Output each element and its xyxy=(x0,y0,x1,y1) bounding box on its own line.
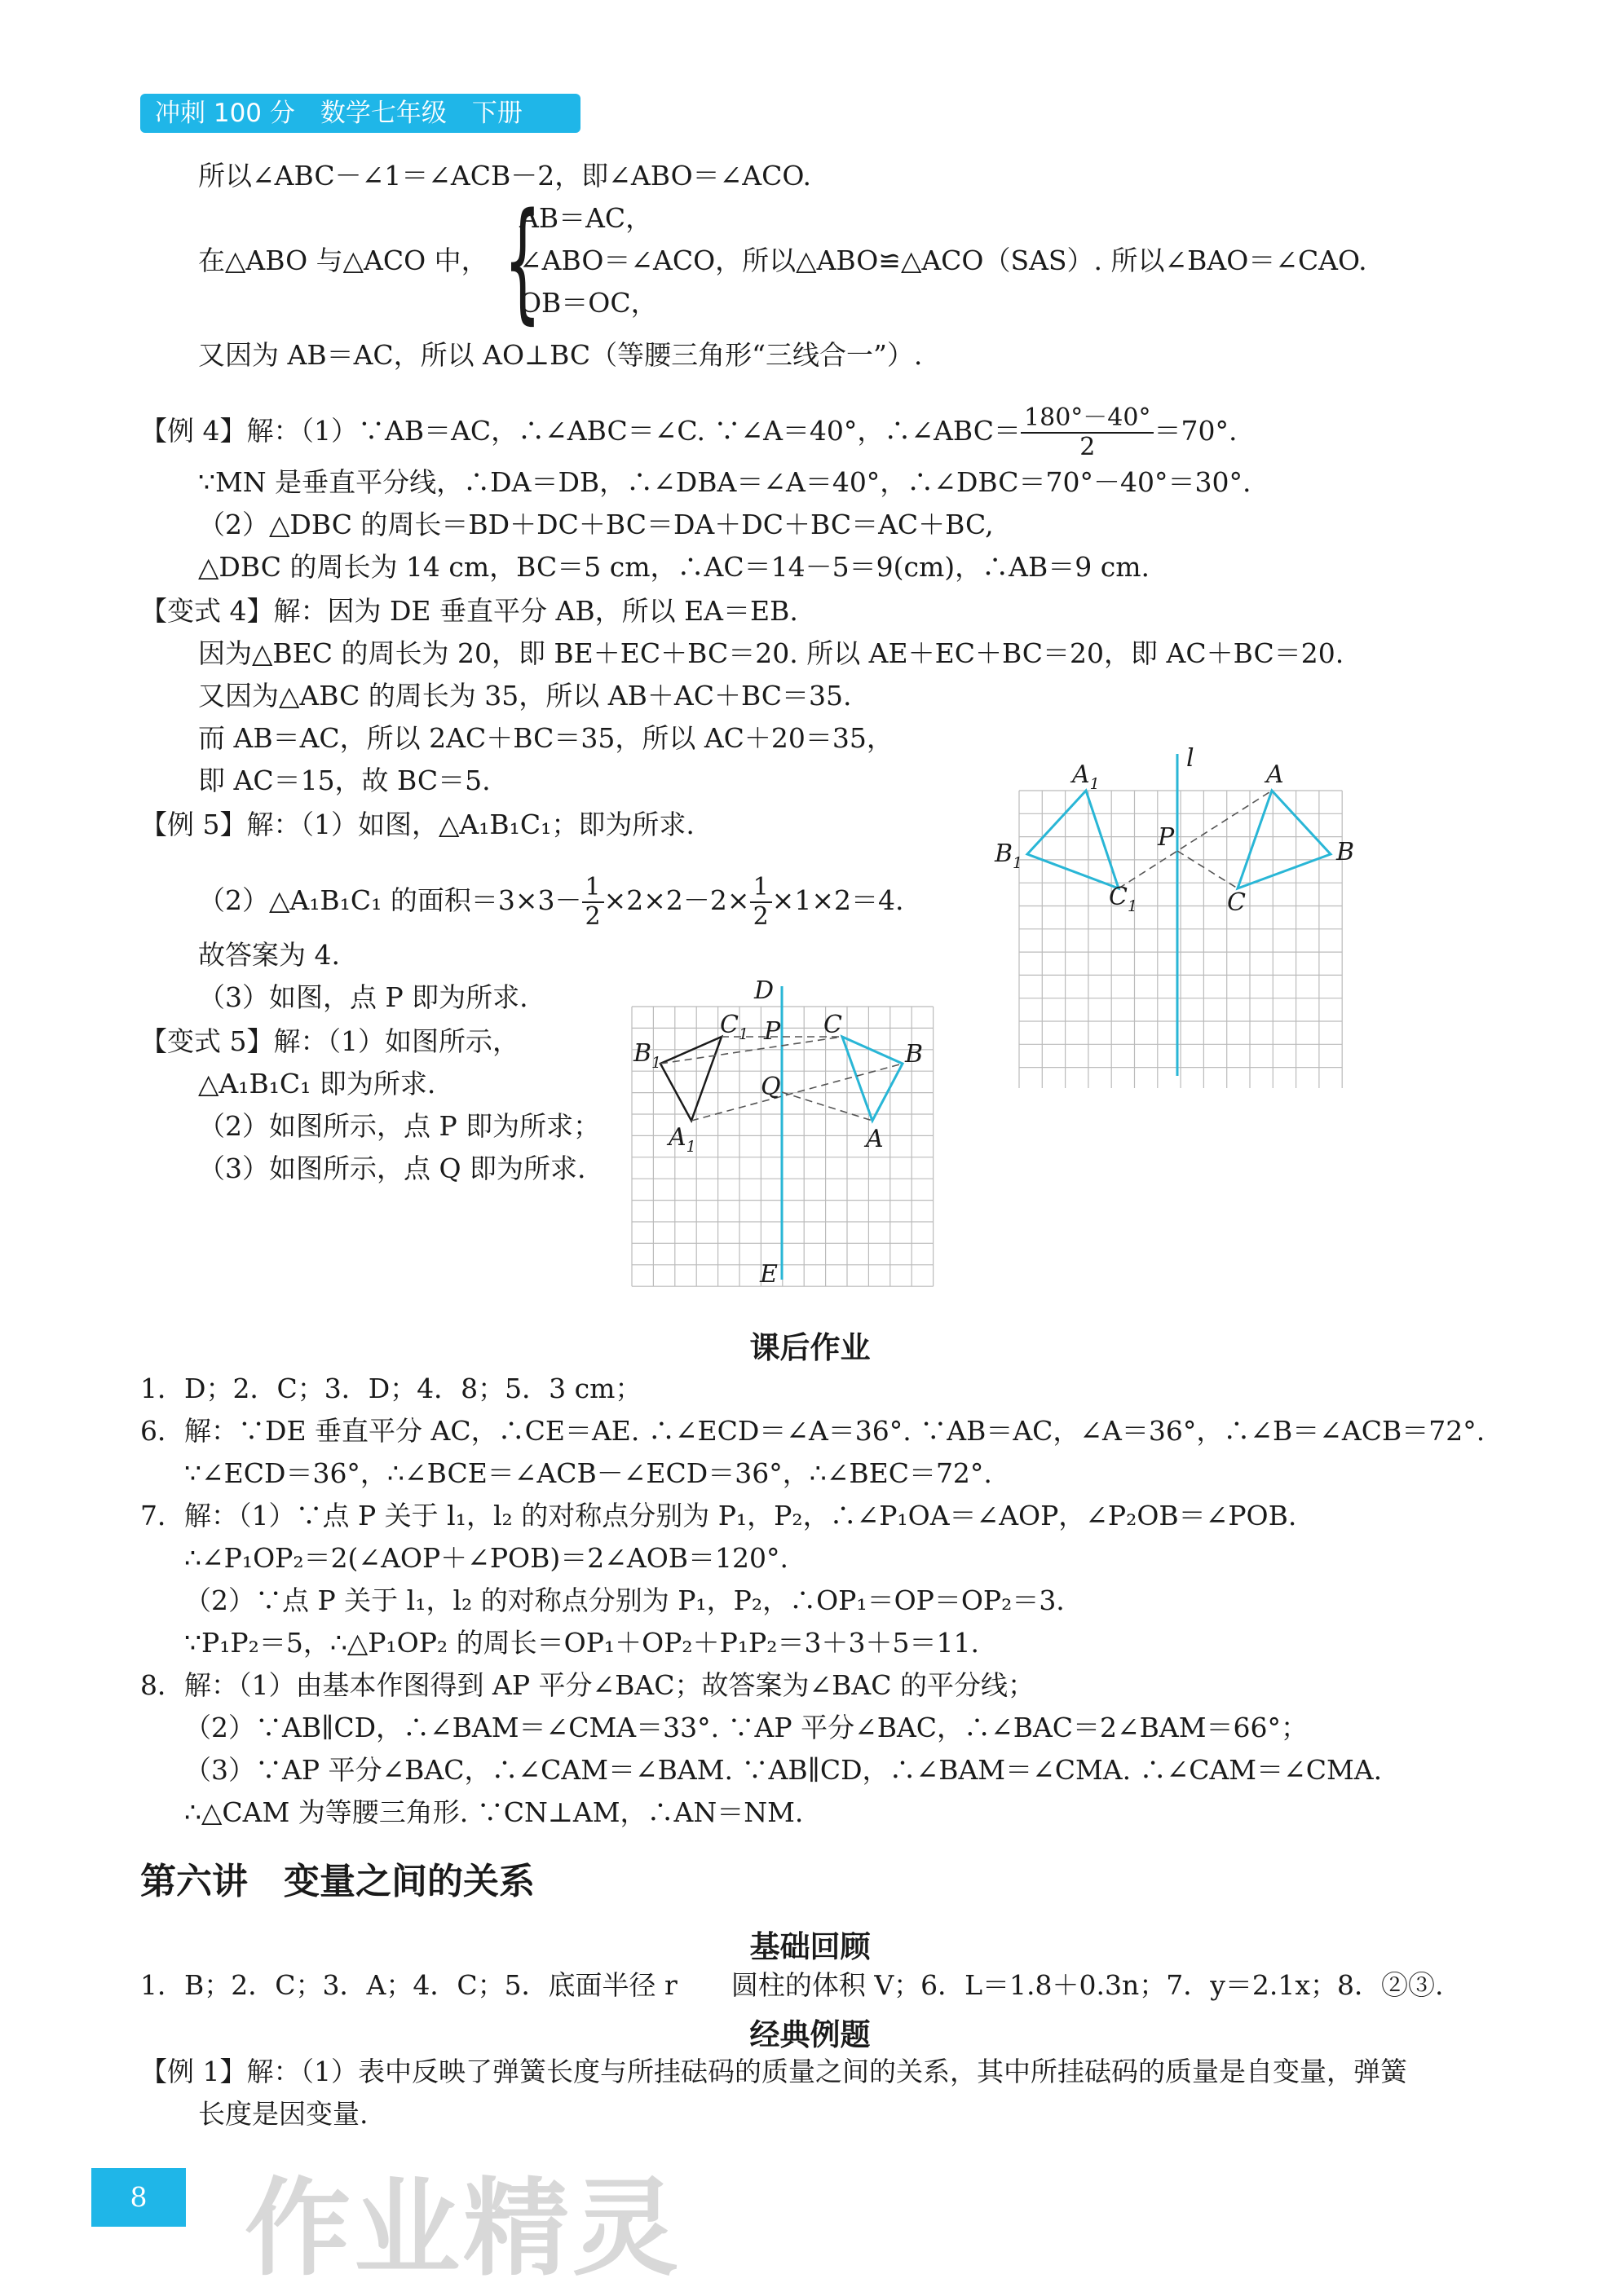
text-line: ∵P₁P₂＝5，∴△P₁OP₂ 的周长＝OP₁＋OP₂＋P₁P₂＝3＋3＋5＝11. xyxy=(184,1627,979,1659)
text-line: 因为△BEC 的周长为 20，即 BE＋EC＋BC＝20. 所以 AE＋EC＋BC＝20，即 AC＋BC＝20. xyxy=(198,637,1344,669)
text-line: 又因为△ABC 的周长为 35，所以 AB＋AC＋BC＝35. xyxy=(198,680,852,712)
text-line: ∴△CAM 为等腰三角形. ∵CN⊥AM，∴AN＝NM. xyxy=(184,1796,804,1828)
label-q: Q xyxy=(761,1073,781,1101)
label-c: C xyxy=(823,1011,842,1039)
label-c1: $C_1$ xyxy=(1109,883,1138,915)
text-line: 6．解：∵DE 垂直平分 AC，∴CE＝AE. ∴∠ECD＝∠A＝36°. ∵AB＝AC，∠A＝36°，∴∠B＝∠ACB＝72°. xyxy=(140,1415,1485,1447)
fraction-denominator: 2 xyxy=(1079,433,1096,461)
watermark: 作业精灵 xyxy=(245,2166,682,2290)
figure-left xyxy=(624,974,950,1292)
text-line: （2）∵AB∥CD，∴∠BAM＝∠CMA＝33°. ∵AP 平分∠BAC，∴∠BAC＝2∠BAM＝66°； xyxy=(184,1712,1309,1743)
fraction-numerator: 1 xyxy=(582,874,604,903)
section-title: 课后作业 xyxy=(749,1330,871,1365)
dashed-line xyxy=(1119,791,1272,888)
text-line: 【例 5】解：（1）如图，△A₁B₁C₁；即为所求. xyxy=(140,809,695,840)
fraction-numerator: 180°－40° xyxy=(1021,404,1154,434)
text-line: ∠ABO＝∠ACO，所以△ABO≌△ACO（SAS）. 所以∠BAO＝∠CAO. xyxy=(519,245,1367,276)
fraction xyxy=(582,874,604,931)
text-line: （3）∵AP 平分∠BAC，∴∠CAM＝∠BAM. ∵AB∥CD，∴∠BAM＝∠CMA. ∴∠CAM＝∠CMA. xyxy=(184,1754,1383,1786)
label-e: E xyxy=(760,1260,778,1289)
label-a1: $A_1$ xyxy=(669,1123,696,1156)
label-p: P xyxy=(764,1017,781,1046)
section-title: 经典例题 xyxy=(749,2017,871,2052)
text-line: 长度是因变量. xyxy=(198,2098,369,2130)
ex5-text: （2）△A₁B₁C₁ 的面积＝3×3－ xyxy=(198,884,582,916)
text-line: AB＝AC， xyxy=(519,202,653,234)
dashed-line xyxy=(660,1037,842,1064)
lecture-title: 第六讲 变量之间的关系 xyxy=(140,1861,535,1902)
text-line: 【例 1】解：（1）表中反映了弹簧长度与所挂砝码的质量之间的关系，其中所挂砝码的质量是自变量，弹簧 xyxy=(140,2056,1407,2087)
page-number: 8 xyxy=(91,2168,186,2227)
ex5-text-end: ×1×2＝4. xyxy=(771,884,904,916)
dashed-line xyxy=(782,1092,872,1121)
label-l: l xyxy=(1186,744,1194,773)
text-line: 又因为 AB＝AC，所以 AO⊥BC（等腰三角形“三线合一”）. xyxy=(198,339,923,371)
text-line: 【变式 4】解：因为 DE 垂直平分 AB，所以 EA＝EB. xyxy=(140,595,798,627)
header-banner: 冲刺 100 分 数学七年级 下册 xyxy=(140,94,580,133)
ex5-text-mid: ×2×2－2× xyxy=(603,884,750,916)
fraction-denominator: 2 xyxy=(585,902,601,931)
label-d: D xyxy=(754,976,775,1005)
ex4-text: 【例 4】解：（1）∵AB＝AC，∴∠ABC＝∠C. ∵∠A＝40°，∴∠ABC＝ xyxy=(140,415,1022,447)
fraction xyxy=(1021,404,1154,461)
triangle-a1b1c1 xyxy=(1027,791,1119,888)
text-line: （2）∵点 P 关于 l₁，l₂ 的对称点分别为 P₁，P₂，∴OP₁＝OP＝OP₂＝3. xyxy=(184,1584,1065,1616)
text-line: 即 AC＝15，故 BC＝5. xyxy=(198,765,491,796)
text-line: （3）如图，点 P 即为所求. xyxy=(198,981,528,1013)
label-c1: $C_1$ xyxy=(720,1011,749,1043)
text-line: 所以∠ABC－∠1＝∠ACB－2，即∠ABO＝∠ACO. xyxy=(198,160,811,192)
label-b1: $B_1$ xyxy=(633,1039,662,1072)
system-brace: { xyxy=(503,184,541,337)
text-line: （2）△DBC 的周长＝BD＋DC＋BC＝DA＋DC＋BC＝AC＋BC, xyxy=(198,509,994,540)
ex4-text-end: ＝70°. xyxy=(1154,415,1238,447)
text-line: ∵∠ECD＝36°，∴∠BCE＝∠ACB－∠ECD＝36°，∴∠BEC＝72°. xyxy=(184,1457,992,1489)
grid xyxy=(1019,791,1342,1088)
label-a: A xyxy=(1266,760,1284,789)
text-line: 故答案为 4. xyxy=(198,939,340,971)
text-line: 而 AB＝AC，所以 2AC＋BC＝35，所以 AC＋20＝35， xyxy=(198,722,894,754)
text-line: △A₁B₁C₁ 即为所求. xyxy=(198,1068,436,1100)
text-line: 【变式 5】解：（1）如图所示， xyxy=(140,1025,519,1057)
text-line: （2）如图所示，点 P 即为所求； xyxy=(198,1110,601,1142)
text-line: 8．解：（1）由基本作图得到 AP 平分∠BAC；故答案为∠BAC 的平分线； xyxy=(140,1669,1035,1701)
text-line: 在△ABO 与△ACO 中， xyxy=(198,245,488,276)
label-b1: $B_1$ xyxy=(995,840,1023,872)
label-b: B xyxy=(1336,838,1355,866)
text-line: 7．解：（1）∵点 P 关于 l₁，l₂ 的对称点分别为 P₁，P₂，∴∠P₁OA＝∠AOP，∠P₂OB＝∠POB. xyxy=(140,1500,1297,1531)
text-line: ∴∠P₁OP₂＝2(∠AOP＋∠POB)＝2∠AOB＝120°. xyxy=(184,1542,788,1574)
text-line: 1．D；2．C；3．D；4．8；5．3 cm； xyxy=(140,1373,642,1404)
text-line xyxy=(198,874,903,931)
fraction-denominator: 2 xyxy=(753,902,769,931)
text-line: 1．B；2．C；3．A；4．C；5．底面半径 r 圆柱的体积 V；6．L＝1.8＋0.3n；7．y＝2.1x；8．②③. xyxy=(140,1969,1444,2001)
figure-right xyxy=(991,738,1357,1088)
label-a1: $A_1$ xyxy=(1072,760,1100,793)
label-a: A xyxy=(866,1125,884,1153)
text-line: （3）如图所示，点 Q 即为所求. xyxy=(198,1152,586,1184)
text-line: △DBC 的周长为 14 cm，BC＝5 cm，∴AC＝14－5＝9(cm)，∴AB＝9 cm. xyxy=(198,551,1150,583)
label-b: B xyxy=(905,1040,924,1069)
text-line: ∵MN 是垂直平分线，∴DA＝DB，∴∠DBA＝∠A＝40°，∴∠DBC＝70°－40°＝30°. xyxy=(198,466,1251,498)
fraction-numerator: 1 xyxy=(750,874,772,903)
section-title: 基础回顾 xyxy=(749,1929,871,1964)
label-c: C xyxy=(1227,888,1246,917)
fraction xyxy=(750,874,772,931)
text-line: OB＝OC， xyxy=(519,287,658,319)
text-line xyxy=(140,404,1237,461)
triangle-abc xyxy=(1238,791,1331,888)
label-p: P xyxy=(1158,823,1175,852)
